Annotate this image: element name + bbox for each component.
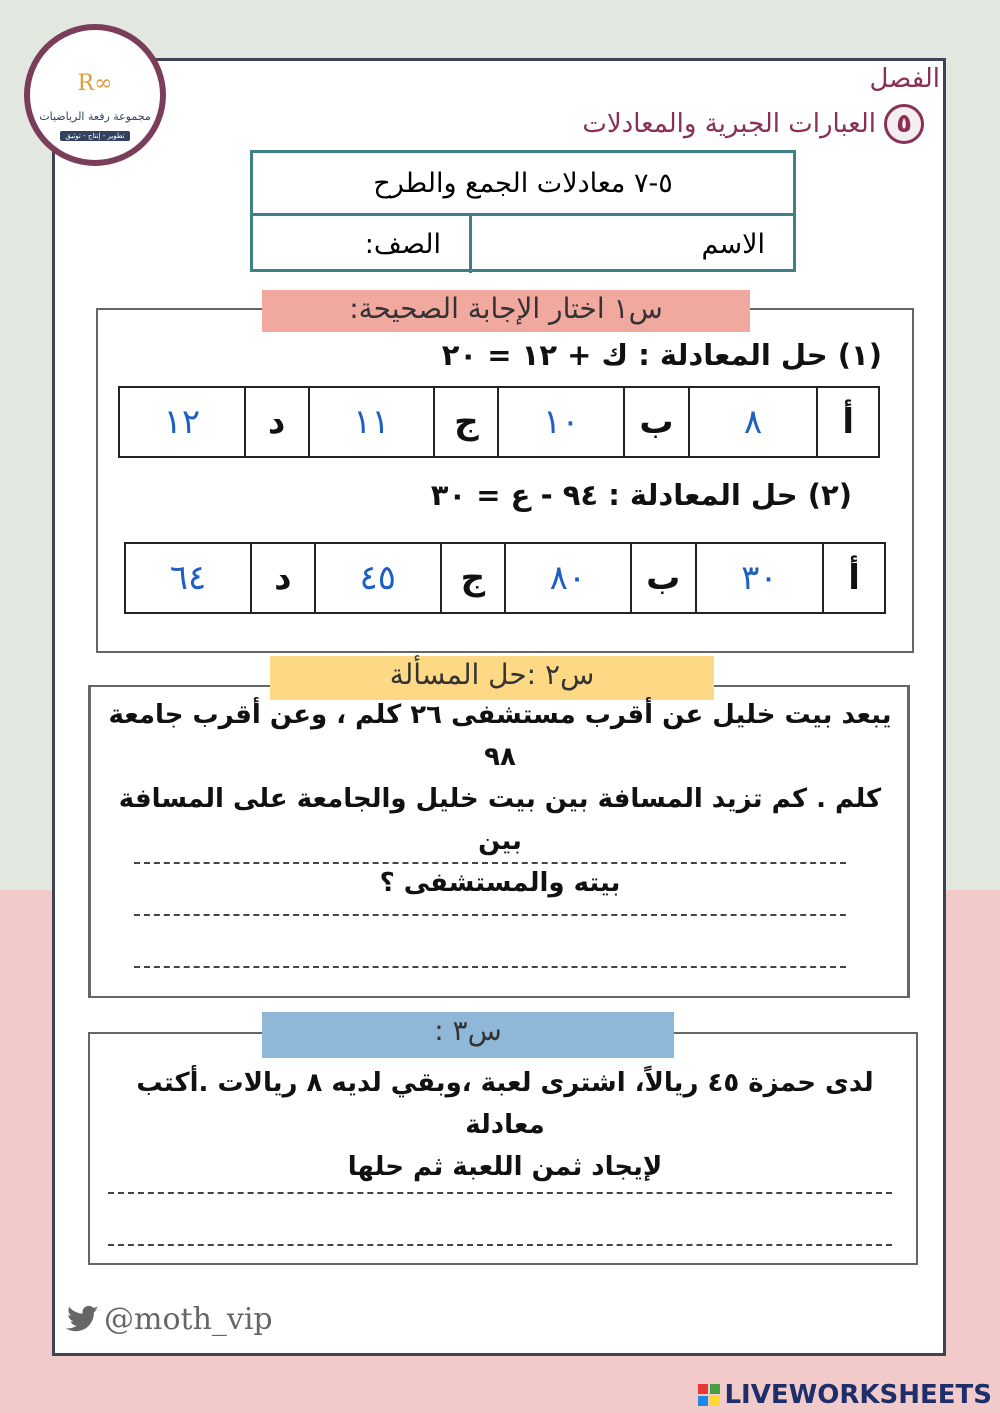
class-field[interactable]	[253, 216, 469, 273]
question-1-1-prompt: (١) حل المعادلة : ك + ١٢ = ٢٠	[441, 338, 882, 372]
question-1-1-options	[118, 386, 880, 458]
chapter-heading	[582, 104, 924, 144]
option-letter: د	[245, 387, 309, 457]
question-3-text	[100, 1062, 910, 1188]
liveworksheets-footer	[698, 1380, 992, 1410]
chapter-label: الفصل	[869, 64, 940, 94]
name-label: الاسم	[701, 229, 765, 260]
question-3-label: س٣ :	[262, 1012, 674, 1058]
question-2-text	[100, 694, 900, 904]
twitter-icon	[66, 1305, 100, 1335]
logo-name: مجموعة رفعة الرياضيات	[39, 110, 151, 123]
question-2-line: كلم . كم تزيد المسافة بين بيت خليل والجامعة على المسافة بين	[118, 784, 882, 856]
question-1-label: س١ اختار الإجابة الصحيحة:	[262, 290, 750, 332]
option-letter: ب	[624, 387, 689, 457]
lesson-title: ٥-٧ معادلات الجمع والطرح	[253, 153, 793, 216]
liveworksheets-brand: LIVEWORKSHEETS	[724, 1380, 992, 1410]
question-1-2-prompt: (٢) حل المعادلة : ٩٤ - ع = ٣٠	[430, 478, 852, 512]
option-value[interactable]: ١١	[309, 387, 435, 457]
liveworksheets-logo-icon	[698, 1384, 720, 1406]
name-field[interactable]	[469, 216, 793, 273]
option-value[interactable]: ٦٤	[125, 543, 251, 613]
logo-tagline: تطوير - إنتاج - توثيق	[60, 131, 129, 141]
option-letter: أ	[817, 387, 879, 457]
option-value[interactable]: ٨٠	[505, 543, 631, 613]
option-value[interactable]: ١٢	[119, 387, 245, 457]
lesson-header-table	[250, 150, 796, 272]
social-handle	[66, 1302, 273, 1337]
option-letter: د	[251, 543, 315, 613]
question-2-line: بيته والمستشفى ؟	[379, 868, 621, 898]
option-value[interactable]: ١٠	[498, 387, 624, 457]
class-label: الصف:	[364, 229, 441, 260]
logo-badge	[24, 24, 166, 166]
option-value[interactable]: ٣٠	[696, 543, 824, 613]
chapter-number-badge: ٥	[884, 104, 924, 144]
answer-line[interactable]	[134, 914, 846, 916]
option-value[interactable]: ٤٥	[315, 543, 441, 613]
question-2-line: يبعد بيت خليل عن أقرب مستشفى ٢٦ كلم ، وعن أقرب جامعة ٩٨	[108, 700, 892, 772]
option-letter: ج	[441, 543, 505, 613]
question-3-line: لإيجاد ثمن اللعبة ثم حلها	[347, 1152, 663, 1182]
option-letter: ج	[434, 387, 498, 457]
answer-line[interactable]	[134, 862, 846, 864]
answer-line[interactable]	[108, 1192, 892, 1194]
logo-mark: R∞	[77, 71, 113, 96]
option-letter: أ	[823, 543, 885, 613]
option-letter: ب	[631, 543, 696, 613]
question-2-label: س٢ :حل المسألة	[270, 656, 714, 700]
question-1-2-options	[124, 542, 886, 614]
social-handle-text: @moth_vip	[104, 1302, 273, 1337]
question-3-line: لدى حمزة ٤٥ ريالاً، اشترى لعبة ،وبقي لديه ٨ ريالات .أكتب معادلة	[136, 1068, 874, 1140]
answer-line[interactable]	[108, 1244, 892, 1246]
chapter-title: العبارات الجبرية والمعادلات	[582, 109, 876, 139]
answer-line[interactable]	[134, 966, 846, 968]
option-value[interactable]: ٨	[689, 387, 818, 457]
